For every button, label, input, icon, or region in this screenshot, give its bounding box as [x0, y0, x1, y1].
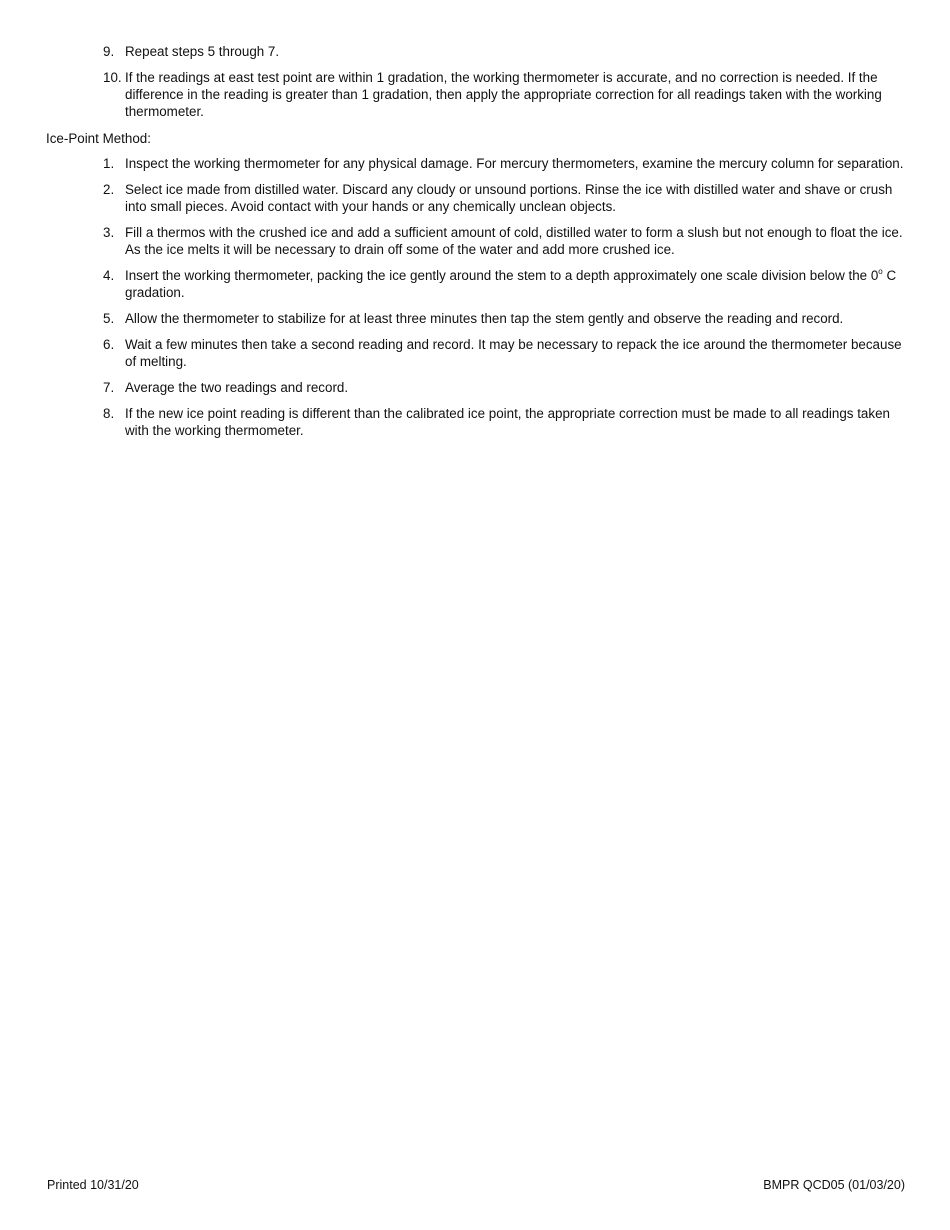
list-item: [0, 181, 950, 215]
list-item: [0, 224, 950, 258]
step-number: 3.: [103, 225, 115, 240]
footer-form-id: BMPR QCD05 (01/03/20): [763, 1178, 905, 1192]
list-item: [0, 405, 950, 439]
step-text: Select ice made from distilled water. Discard any cloudy or unsound portions. Rinse the ice with distilled water and shave or crush into small pieces. Avoid contact with your hands or any chemically unclean objects.: [125, 182, 893, 214]
step-text: [125, 268, 896, 300]
step-text: Repeat steps 5 through 7.: [125, 44, 280, 59]
step-number: 10.: [103, 70, 122, 85]
step-text-before: Insert the working thermometer, packing the ice gently around the stem to a depth approximately one scale division below the 0: [125, 268, 879, 283]
footer-printed-date: Printed 10/31/20: [47, 1178, 139, 1192]
step-number: 5.: [103, 311, 115, 326]
list-item: [0, 155, 950, 172]
list-item: [0, 43, 950, 60]
list-item: [0, 69, 950, 120]
step-text: If the new ice point reading is different than the calibrated ice point, the appropriate correction must be made to all readings taken with the working thermometer.: [125, 406, 890, 438]
step-text: Fill a thermos with the crushed ice and add a sufficient amount of cold, distilled water to form a slush but not enough to float the ice. As the ice melts it will be necessary to drain off some of the water and add more crushed ice.: [125, 225, 903, 257]
step-text-after: C gradation.: [125, 268, 897, 300]
section-heading: Ice-Point Method:: [46, 131, 151, 146]
step-number: 6.: [103, 337, 115, 352]
list-item: [0, 379, 950, 396]
step-number: 8.: [103, 406, 115, 421]
step-number: 1.: [103, 156, 115, 171]
step-number: 2.: [103, 182, 115, 197]
ice-point-steps-list: [0, 155, 950, 439]
step-number: 7.: [103, 380, 115, 395]
step-text: Allow the thermometer to stabilize for at least three minutes then tap the stem gently and observe the reading and record.: [125, 311, 844, 326]
step-text: Average the two readings and record.: [125, 380, 349, 395]
continued-steps-list: [0, 43, 950, 120]
step-number: 4.: [103, 268, 115, 283]
degree-mark: o: [878, 267, 883, 276]
step-text: Wait a few minutes then take a second reading and record. It may be necessary to repack the ice around the thermometer because of melting.: [125, 337, 902, 369]
list-item: [0, 336, 950, 370]
step-text: Inspect the working thermometer for any physical damage. For mercury thermometers, examine the mercury column for separation.: [125, 156, 904, 171]
step-number: 9.: [103, 44, 115, 59]
step-text: If the readings at east test point are within 1 gradation, the working thermometer is accurate, and no correction is needed. If the difference in the reading is greater than 1 gradation, then apply the appropriate correction for all readings taken with the working thermometer.: [125, 70, 882, 119]
list-item: [0, 310, 950, 327]
list-item: [0, 267, 950, 301]
